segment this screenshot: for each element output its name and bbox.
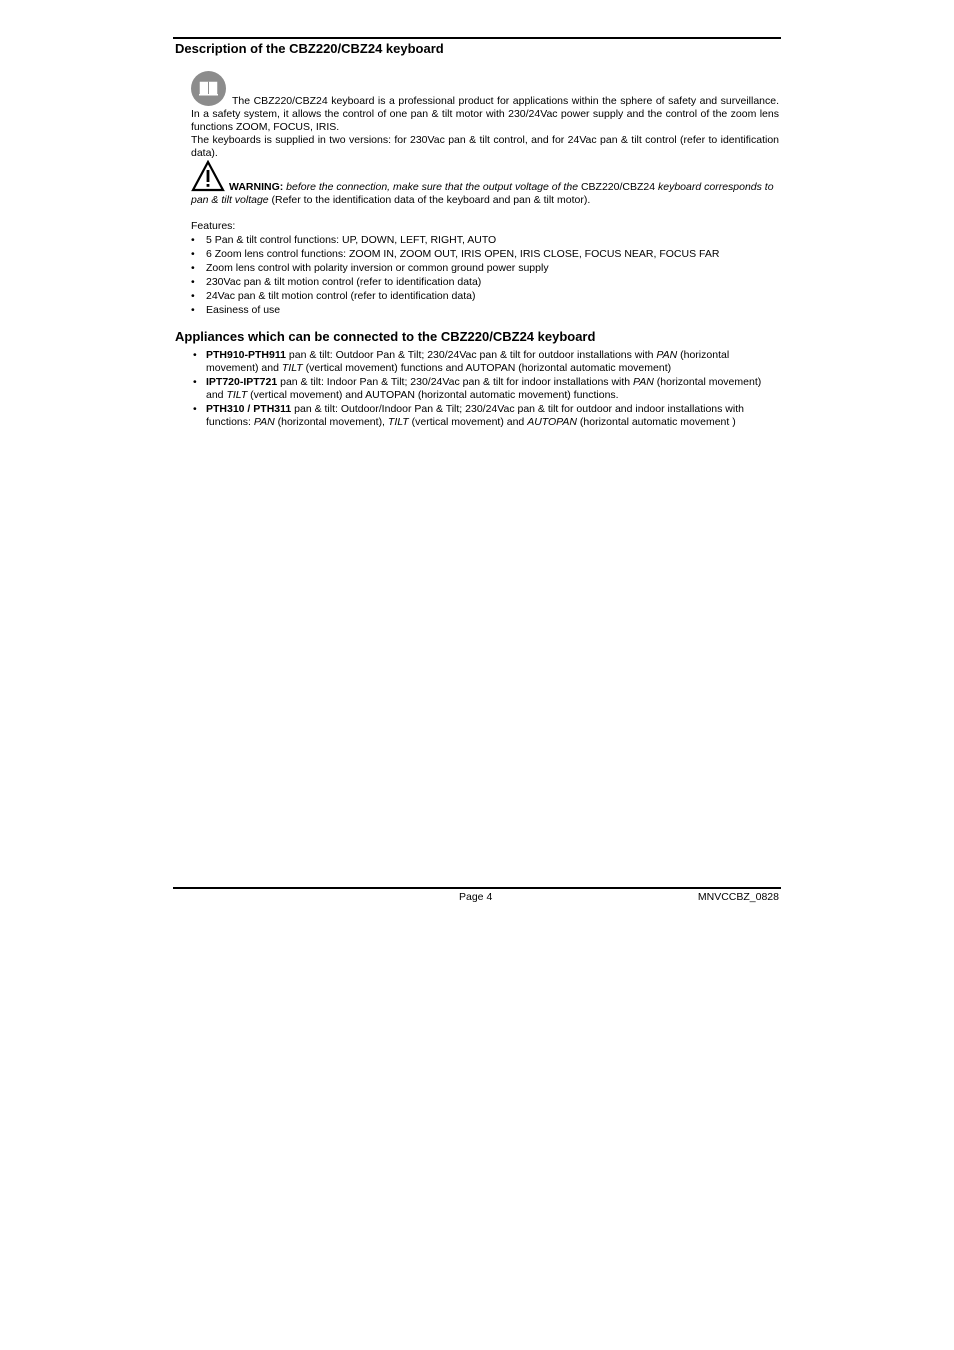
features-label: Features: — [191, 220, 236, 232]
list-item: • 230Vac pan & tilt motion control (refer to identification data) — [191, 276, 719, 290]
intro-text — [191, 95, 779, 160]
top-rule — [173, 37, 781, 39]
features-list — [191, 234, 719, 318]
warning-label: WARNING: — [229, 181, 284, 193]
list-item: • IPT720-IPT721 pan & tilt: Indoor Pan & Tilt; 230/24Vac pan & tilt for indoor installations with PAN (horizontal movement) and TILT (vertical movement) and AUTOPAN (horizontal automatic movement) functions. — [191, 376, 779, 402]
appliances-list — [191, 349, 779, 430]
intro-paragraph-2: The keyboards is supplied in two versions: for 230Vac pan & tilt control, and for 24Vac pan & tilt control (refer to identification data). — [191, 134, 779, 159]
intro-paragraph-1: The CBZ220/CBZ24 keyboard is a professional product for applications within the sphere of safety and surveillance. In a safety system, it allows the control of one pan & tilt motor with 230/24Vac power supply and the control of the zoom lens functions ZOOM, FOCUS, IRIS. — [191, 95, 779, 133]
warning-note: WARNING: before the connection, make sure that the output voltage of the CBZ220/CBZ24 keyboard corresponds to pan & tilt voltage (Refer to the identification data of the keyboard and pan & tilt motor). — [191, 181, 774, 206]
list-item: • 24Vac pan & tilt motion control (refer to identification data) — [191, 290, 719, 304]
footer-rule — [173, 887, 781, 889]
list-item: • PTH310 / PTH311 pan & tilt: Outdoor/Indoor Pan & Tilt; 230/24Vac pan & tilt for outdoor and indoor installations with functions: PAN (horizontal movement), TILT (vertical movement) and AUTOPAN (horizontal automatic movement ) — [191, 403, 779, 429]
list-item: • 6 Zoom lens control functions: ZOOM IN, ZOOM OUT, IRIS OPEN, IRIS CLOSE, FOCUS NEAR, FOCUS FAR — [191, 248, 719, 262]
page-number: Page 4 — [459, 891, 493, 903]
list-item: • Easiness of use — [191, 304, 719, 318]
appliances-title: Appliances which can be connected to the CBZ220/CBZ24 keyboard — [175, 329, 596, 344]
document-code: MNVCCBZ_0828 — [697, 891, 779, 903]
list-item: • 5 Pan & tilt control functions: UP, DOWN, LEFT, RIGHT, AUTO — [191, 234, 719, 248]
section-title: Description of the CBZ220/CBZ24 keyboard — [175, 41, 444, 56]
list-item: • Zoom lens control with polarity inversion or common ground power supply — [191, 262, 719, 276]
list-item: • PTH910-PTH911 pan & tilt: Outdoor Pan & Tilt; 230/24Vac pan & tilt for outdoor installations with PAN (horizontal movement) and TILT (vertical movement) functions and AUTOPAN (horizontal automatic movement) — [191, 349, 779, 375]
